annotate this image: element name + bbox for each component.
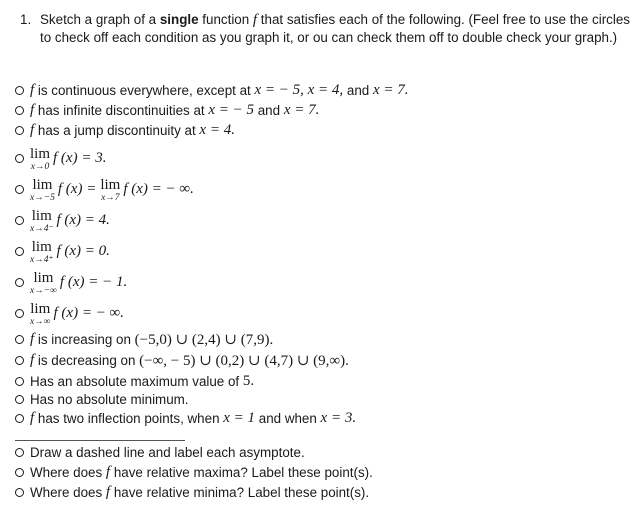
lim-subscript: x→−∞ [30, 286, 57, 297]
f-symbol: f [30, 101, 35, 118]
condition-text: has a jump discontinuity at [34, 122, 200, 138]
check-circle[interactable] [15, 468, 24, 477]
condition-limit-neg-infinity [15, 267, 127, 297]
math-expr: x = − 5 [208, 101, 255, 118]
check-circle[interactable] [15, 154, 24, 163]
lim-subscript: x→0 [30, 162, 50, 173]
lim-word: lim [31, 208, 52, 225]
limit-operator [30, 178, 55, 204]
condition-continuity [15, 79, 409, 101]
math-expr: x = − 5, x = 4, [254, 81, 344, 98]
condition-limit-at-0 [15, 143, 106, 173]
check-circle[interactable] [15, 414, 24, 423]
task-text: Draw a dashed line and label each asymptote. [30, 444, 305, 460]
condition-text: is continuous everywhere, except at [34, 82, 255, 98]
intro-bold: single [159, 12, 199, 27]
f-symbol: f [30, 81, 35, 98]
lim-subscript: x→4⁻ [30, 224, 54, 235]
f-symbol: f [30, 121, 35, 138]
f-symbol: f [30, 330, 35, 347]
lim-word: lim [32, 177, 53, 194]
math-expr: x = 1 [223, 409, 256, 426]
check-circle[interactable] [15, 86, 24, 95]
condition-text: and [254, 102, 284, 118]
intro-post: that satisfies each of the following. (Feel free to use the circles to check off each condition as you graph it, or ou can check them off to double check your graph.) [40, 12, 630, 45]
condition-inflection-points [15, 407, 356, 429]
condition-text: has two inflection points, when [34, 410, 224, 426]
math-expr: f (x) = − ∞. [123, 180, 194, 197]
check-circle[interactable] [15, 126, 24, 135]
math-expr: x = 4. [199, 121, 235, 138]
f-symbol: f [105, 463, 111, 480]
lim-word: lim [31, 239, 52, 256]
lim-word: lim [33, 270, 54, 287]
check-circle[interactable] [15, 395, 24, 404]
check-circle[interactable] [15, 448, 24, 457]
check-circle[interactable] [15, 216, 24, 225]
question-number: 1. [20, 12, 32, 27]
check-circle[interactable] [15, 335, 24, 344]
f-symbol: f [105, 483, 111, 500]
limit-operator [100, 178, 120, 204]
limit-operator [30, 240, 53, 266]
limit-operator [30, 209, 53, 235]
check-circle[interactable] [15, 488, 24, 497]
intro-mid: function [198, 12, 253, 27]
check-circle[interactable] [15, 309, 24, 318]
limit-operator [30, 147, 50, 173]
math-expr: f (x) = 3. [53, 149, 107, 166]
task-text: Where does [30, 464, 106, 480]
intro-f: f [252, 12, 258, 28]
f-symbol: f [30, 409, 35, 426]
question-text [40, 11, 632, 46]
math-expr: f (x) = 4. [56, 211, 110, 228]
task-relative-maxima [15, 461, 373, 483]
condition-limit-pos-infinity [15, 298, 124, 328]
lim-subscript: x→−5 [30, 193, 55, 204]
condition-text: is decreasing on [34, 352, 140, 368]
lim-subscript: x→4⁺ [30, 255, 54, 266]
condition-jump-discontinuity [15, 119, 235, 141]
condition-limits-minus5-and-7 [15, 174, 194, 204]
math-expr: (−5,0) ∪ (2,4) ∪ (7,9). [134, 331, 274, 348]
intro-pre: Sketch a graph of a [40, 12, 160, 27]
condition-text: has infinite discontinuities at [34, 102, 209, 118]
task-text: Where does [30, 484, 106, 500]
math-expr: f (x) = [57, 180, 97, 197]
math-expr: f (x) = 0. [56, 242, 110, 259]
f-symbol: f [30, 351, 35, 368]
task-asymptotes [15, 441, 305, 463]
limit-operator [30, 302, 51, 328]
condition-text: Has no absolute minimum. [30, 391, 189, 407]
lim-subscript: x→∞ [30, 317, 51, 328]
check-circle[interactable] [15, 247, 24, 256]
check-circle[interactable] [15, 106, 24, 115]
condition-increasing [15, 328, 273, 350]
check-circle[interactable] [15, 377, 24, 386]
lim-word: lim [30, 301, 51, 318]
task-text: have relative maxima? Label these point(s). [110, 464, 373, 480]
lim-subscript: x→7 [101, 193, 120, 204]
condition-decreasing [15, 349, 349, 371]
condition-text: is increasing on [34, 331, 135, 347]
check-circle[interactable] [15, 356, 24, 365]
limit-operator [30, 271, 57, 297]
condition-infinite-discontinuities [15, 99, 319, 121]
math-expr: (−∞, − 5) ∪ (0,2) ∪ (4,7) ∪ (9,∞). [139, 352, 349, 369]
task-relative-minima [15, 481, 369, 503]
math-expr: x = 7. [283, 101, 320, 118]
check-circle[interactable] [15, 278, 24, 287]
check-circle[interactable] [15, 185, 24, 194]
math-expr: x = 7. [372, 81, 409, 98]
lim-word: lim [100, 177, 121, 194]
task-text: have relative minima? Label these point(s). [110, 484, 370, 500]
condition-text: and when [255, 410, 321, 426]
condition-text: Has an absolute maximum value of [30, 373, 243, 389]
condition-right-limit-at-4 [15, 236, 110, 266]
math-expr: f (x) = − ∞. [53, 304, 125, 321]
lim-word: lim [30, 146, 51, 163]
math-expr: 5. [242, 372, 255, 389]
condition-text: and [343, 82, 373, 98]
math-expr: x = 3. [320, 409, 357, 426]
math-expr: f (x) = − 1. [59, 273, 128, 290]
condition-left-limit-at-4 [15, 205, 110, 235]
